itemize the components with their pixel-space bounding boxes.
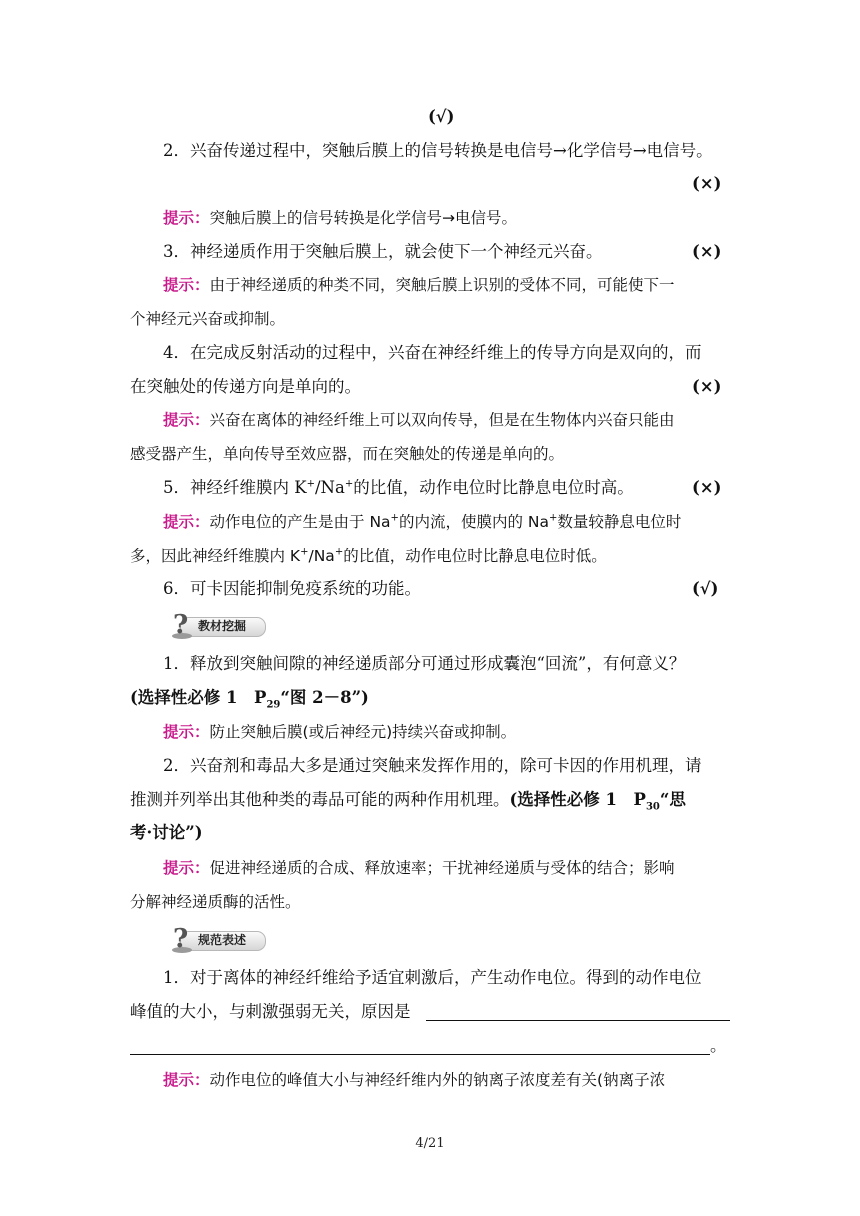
section-badge	[170, 610, 266, 640]
question-mark-icon	[170, 924, 196, 954]
page-number: 4/21	[415, 1136, 445, 1151]
hint-line: 提示：动作电位的产生是由于 Na+的内流，使膜内的 Na+数量较静息电位时	[163, 512, 682, 531]
section-badge	[170, 924, 266, 954]
hint-text: 由于神经递质的种类不同，突触后膜上识别的受体不同，可能使下一	[209, 276, 675, 294]
question-mark-icon	[170, 610, 196, 640]
hint-text: 兴奋在离体的神经纤维上可以双向传导，但是在生物体内兴奋只能由	[209, 411, 675, 429]
hint-label: 提示：	[163, 209, 210, 227]
answer-mark: (×)	[692, 377, 722, 396]
hint-text: 促进神经递质的合成、释放速率；干扰神经递质与受体的结合；影响	[209, 859, 675, 877]
answer-mark: (√)	[428, 107, 455, 126]
question-text: 2．兴奋剂和毒品大多是通过突触来发挥作用的，除可卡因的作用机理，请	[163, 756, 702, 775]
question-text: 6．可卡因能抑制免疫系统的功能。	[163, 579, 421, 598]
question-text: 1．释放到突触间隙的神经递质部分可通过形成囊泡“回流”，有何意义？	[163, 654, 686, 673]
section-title: 规范表述	[198, 933, 247, 947]
hint-label: 提示：	[163, 723, 210, 741]
answer-mark: (×)	[692, 242, 722, 261]
section-title: 教材挖掘	[198, 619, 247, 633]
hint-line	[163, 274, 675, 296]
question-text: 5．神经纤维膜内 K+/Na+的比值，动作电位时比静息电位时高。	[163, 478, 634, 497]
hint-label: 提示：	[163, 1071, 210, 1089]
hint-text: 感受器产生，单向传导至效应器，而在突触处的传递是单向的。	[130, 445, 565, 463]
answer-mark: (√)	[692, 579, 719, 598]
question-text: 1．对于离体的神经纤维给予适宜刺激后，产生动作电位。得到的动作电位	[163, 968, 702, 987]
question-text: (选择性必修 1 $P_{29}“$图 2－8”)	[130, 688, 369, 711]
hint-text: 防止突触后膜(或后神经元)持续兴奋或抑制。	[209, 723, 517, 741]
hint-line	[163, 207, 517, 229]
hint-label: 提示：	[163, 276, 210, 294]
question-text: 考·讨论”)	[130, 823, 203, 842]
hint-text: 个神经元兴奋或抑制。	[130, 310, 286, 328]
hint-text: 分解神经递质酶的活性。	[130, 893, 301, 911]
answer-blank	[426, 1020, 730, 1021]
question-text: 2．兴奋传递过程中，突触后膜上的信号转换是电信号→化学信号→电信号。	[163, 141, 713, 160]
answer-blank	[130, 1054, 710, 1055]
answer-mark: (×)	[692, 478, 722, 497]
hint-label: 提示：	[163, 411, 210, 429]
hint-line	[163, 409, 675, 431]
question-text: 4．在完成反射活动的过程中，兴奋在神经纤维上的传导方向是双向的，而	[163, 343, 702, 362]
hint-line	[163, 857, 675, 879]
hint-text: 突触后膜上的信号转换是化学信号→电信号。	[209, 209, 518, 227]
question-text: 3．神经递质作用于突触后膜上，就会使下一个神经元兴奋。	[163, 242, 603, 261]
answer-mark: (×)	[692, 174, 722, 193]
hint-label: 提示：	[163, 859, 210, 877]
hint-line	[163, 1069, 665, 1091]
hint-text: 动作电位的峰值大小与神经纤维内外的钠离子浓度差有关(钠离子浓	[209, 1071, 666, 1089]
svg-text:?: ?	[173, 924, 189, 954]
hint-label: 提示：	[163, 513, 210, 531]
svg-text:?: ?	[173, 610, 189, 640]
question-text: 推测并列举出其他种类的毒品可能的两种作用机理。(选择性必修 1 $P_{30}“$思	[130, 790, 686, 813]
period-mark: 。	[710, 1036, 727, 1055]
question-text: 峰值的大小，与刺激强弱无关，原因是	[130, 1002, 411, 1021]
hint-line	[163, 721, 516, 743]
question-text: 在突触处的传递方向是单向的。	[130, 377, 361, 396]
hint-text: 多，因此神经纤维膜内 K+/Na+的比值，动作电位时比静息电位时低。	[130, 546, 607, 565]
